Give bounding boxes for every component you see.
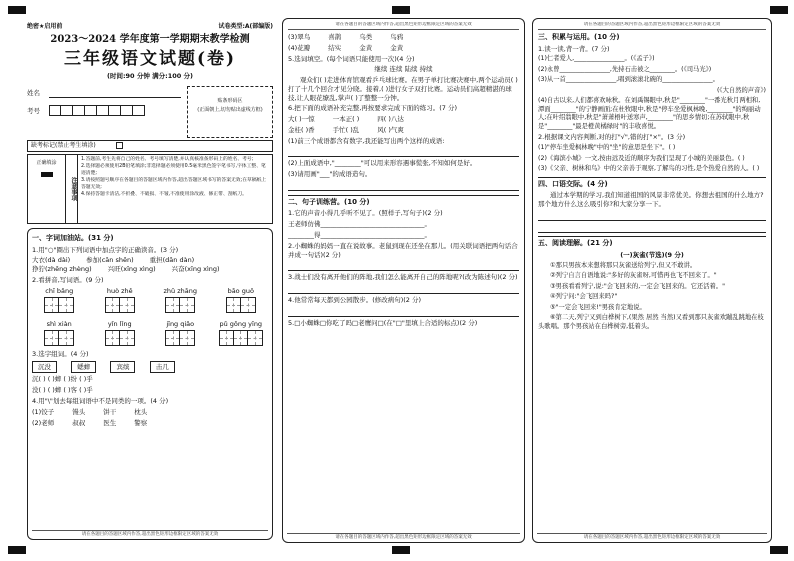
question-2: 2.看拼音,写词语。(9 分): [32, 276, 104, 285]
writing-boxes[interactable]: [226, 297, 256, 313]
question-3: 3.选字组词。(4 分): [32, 349, 89, 358]
rule-item: 1.答题前,考生先将自己的姓名、考号填写清楚,并认真核准条形码上的姓名、考号;: [81, 157, 254, 163]
sentence-q1: 1.它的声音小得几乎听不见了。(照样子,写句子)(2 分): [288, 209, 443, 218]
recite-q1: 1.读一读,背一背。(7 分): [538, 44, 610, 53]
absence-box[interactable]: [116, 142, 123, 149]
pinyin-grid: [32, 287, 268, 348]
q4-option[interactable]: 医生: [103, 418, 117, 427]
q6-row-1: [288, 115, 519, 124]
exam-subtitle: 2023～2024 学年度第一学期期末教学检测: [50, 34, 250, 46]
answer-line[interactable]: [288, 261, 519, 271]
pinyin-item: [93, 287, 148, 315]
question-6: 6.把下面的成语补充完整,再按要求完成下面的练习。(7 分): [288, 104, 458, 113]
top-note: 请在各题目的答题区域内作答,超出黑色矩形边框限定区域的答案无效: [538, 22, 766, 30]
judge-q2: 2.根据课文内容判断,对的打"√",错的打"×"。(3 分): [538, 133, 686, 142]
answer-line[interactable]: [538, 211, 766, 221]
id-boxes[interactable]: [49, 105, 145, 116]
barcode-area: [187, 86, 273, 138]
answer-line[interactable]: [288, 181, 519, 191]
pinyin-item: [153, 320, 208, 348]
registration-marker: [392, 6, 410, 14]
q1-item[interactable]: 重担(dān dàn): [149, 255, 195, 264]
answer-sheet-column-2: [282, 18, 525, 543]
q4-option[interactable]: (1)饺子: [32, 407, 55, 416]
fill-sample-mark: [41, 172, 53, 177]
reading-paragraph: ①那只男孩本来想将那只灰雀送给列宁,但又不敢讲。: [550, 261, 697, 269]
q4-option[interactable]: (4)花瓣: [288, 43, 311, 52]
answer-line[interactable]: [288, 307, 519, 317]
secret-label: 绝密★启用前: [27, 23, 63, 30]
q4-option[interactable]: 叔叔: [72, 418, 86, 427]
footnote: 请在各题目的答题区域内作答,超出黑色矩形边框限定区域的答案无效: [537, 533, 767, 541]
q1-item[interactable]: 兴旺(xīng xìng): [107, 265, 156, 274]
section-4-title: 四、口语交际。(4 分): [538, 177, 766, 189]
q6-part-3: (3)请用画"___"的成语造句。: [288, 170, 372, 179]
reading-paragraph: ②列宁自言自语地说:"多好的灰雀呀,可惜再也飞不回来了。": [550, 272, 717, 280]
answer-sheet-column-1: [25, 18, 275, 543]
registration-marker: [770, 546, 788, 554]
q4-option[interactable]: 喜鹊: [328, 33, 342, 42]
idiom-item[interactable]: 四( )八达: [377, 115, 404, 124]
notice-box: [27, 154, 273, 224]
absence-mark[interactable]: [27, 140, 273, 152]
q4-option[interactable]: 鸟鸦: [390, 33, 404, 42]
sentence-q1-example[interactable]: 王老师仿佛________________________________。: [288, 220, 431, 229]
footnote: 请在各题目的答题区域内作答,超出黑色矩形边框限定区域的答案无效: [287, 533, 520, 541]
section-3-title: 三、积累与运用。(10 分): [538, 33, 620, 42]
pinyin-item: [32, 287, 87, 315]
rule-item: 4.保持答题卡清洁,不折叠、不破损、不皱,不准使用涂改液、修正带、刮纸刀。: [81, 192, 247, 198]
barcode-note: (正面朝上,切勿贴出虚线方框): [197, 107, 263, 114]
q4-row-4: [288, 44, 519, 53]
pinyin-label: pǔ gōng yīng: [219, 320, 263, 329]
sentence-q1-example-2[interactable]: ________得________________________________。: [288, 230, 431, 239]
footnote: 请在各题目的答题区域内作答,超出黑色矩形边框限定区域的答案无效: [32, 530, 268, 538]
notice-title: 注意事项: [66, 155, 78, 223]
judge-item[interactable]: (1)"停车坐爱枫林晚"中的"坐"的意思是坐下"。( ): [538, 144, 676, 152]
id-label: 考号: [27, 107, 40, 116]
pinyin-label: yǐn lǐng: [107, 320, 132, 329]
q4-row-3: [288, 33, 519, 42]
q4-option[interactable]: 乌类: [359, 33, 373, 42]
fill-sample-label: 正确填涂: [36, 160, 57, 167]
q1-item[interactable]: 大衣(dà dài): [32, 255, 71, 264]
q1-item[interactable]: 参加(cān shēn): [86, 255, 134, 264]
sentence-q5[interactable]: 5.□小蜘蛛□你吃了吗□老鹰问□(在"□"里填上合适的标点)(2 分): [288, 318, 478, 327]
word-pair: 沉没: [32, 361, 57, 374]
idiom-item[interactable]: 大( )一惊: [288, 115, 315, 124]
q5-word-bank: 继续 连续 陆续 持续: [374, 65, 433, 74]
q4-option[interactable]: (2)老师: [32, 418, 55, 427]
top-note: 请在各题目的答题区域内作答,超出黑色矩形边框限定区域的答案无效: [288, 22, 519, 30]
idiom-item[interactable]: 风( )气爽: [377, 125, 404, 134]
writing-boxes[interactable]: [165, 330, 195, 346]
q4-option[interactable]: 警察: [134, 418, 148, 427]
registration-marker: [770, 6, 788, 14]
q6-part-2: (2)上面成语中,"________"可以用来形容遇事慌张,不知如何是好。: [288, 159, 477, 168]
pinyin-label: huò zhě: [106, 286, 133, 295]
q4-option[interactable]: 金黄: [390, 43, 404, 52]
answer-sheet-column-3: [532, 18, 772, 543]
idiom-item[interactable]: 金桂( )香: [288, 125, 315, 134]
q1-item[interactable]: 狰狞(zhēng zhèng): [32, 265, 92, 274]
section-1-title: 一、字词加油站。(31 分): [32, 234, 114, 243]
q1-item[interactable]: 兴奋(xīng xìng): [171, 265, 220, 274]
idiom-item[interactable]: 一本正( ): [332, 115, 360, 124]
section-1-box: [27, 228, 273, 540]
recite-item[interactable]: (4)自古以来,人们都喜欢咏秋。在刘禹锡眼中,秋是"________"一番光秋月两相和,潭面________"的宁静画面;在杜牧眼中,秋是"停车坐爱枫林晚,________"的绚丽动人;在叶绍翁眼中,秋是"萧萧梧叶送寒声,________"的思乡情切;在苏轼眼中,秋是"________"最是橙黄橘绿时"的丰收喜悦。: [538, 97, 761, 130]
pinyin-item: [214, 287, 269, 315]
reading-paragraph: ④列宁问:"会飞回来吗?": [550, 293, 618, 301]
q4-row-1: [32, 408, 268, 417]
answer-line[interactable]: [288, 147, 519, 157]
exam-title: 三年级语文试题(卷): [63, 48, 237, 69]
name-label: 姓名: [27, 89, 40, 98]
pinyin-item: [214, 320, 269, 348]
reading-title: (一)灰雀(节选)(9 分): [620, 250, 684, 259]
q6-row-2: [288, 126, 519, 135]
rule-item: 2.选择题必须使用2B铅笔填涂;非选择题必须使用0.5毫米黑色签字笔书写,字体工整、笔迹清楚;: [81, 164, 266, 177]
word-pair: 宾缤: [110, 361, 135, 374]
pinyin-label: zhǔ zhāng: [163, 286, 197, 295]
question-5: 5.选词填空。(每个词语只能使用一次)(4 分): [288, 54, 415, 63]
recite-item[interactable]: (3)从一首________________,唱到滚滚北碗的________________。: [538, 76, 719, 84]
writing-boxes[interactable]: [44, 297, 74, 313]
recite-item[interactable]: (1)仁者爱人,________________。(《孟子》): [538, 55, 655, 63]
writing-boxes[interactable]: [105, 330, 135, 346]
pinyin-label: bāo guǒ: [227, 286, 254, 295]
reading-paragraph: ③男孩看看列宁,说:"会飞回来的,一定会飞回来的。它还活着。": [550, 282, 725, 290]
q4-option[interactable]: 金黄: [359, 43, 373, 52]
fill-sample: [28, 155, 66, 223]
name-field[interactable]: [49, 90, 181, 98]
writing-boxes[interactable]: [105, 297, 135, 313]
section-5-title: 五、阅读理解。(21 分): [538, 236, 766, 248]
rule-item: 3.请按照题号顺序在各题目的答题区域内作答,超出答题区域书写的答案无效;在草稿纸上答题无效;: [81, 178, 267, 191]
pinyin-item: [153, 287, 208, 315]
pinyin-label: chī bǎng: [45, 286, 74, 295]
reading-paragraph: ⑤"一定会飞回来!"男孩肯定地说。: [550, 303, 646, 311]
q4-option[interactable]: (3)翠鸟: [288, 33, 311, 42]
word-pair: 击几: [150, 361, 175, 374]
barcode-label: 贴条形码区: [217, 98, 243, 105]
section-2-title: 二、句子训练营。(10 分): [288, 195, 519, 207]
writing-boxes[interactable]: [219, 330, 263, 346]
q1-row-1: [32, 256, 268, 265]
q4-option[interactable]: 馒头: [72, 407, 86, 416]
q6-part-1: (1)前三个成语都含有数字,我还能写出两个这样的成语:: [288, 136, 445, 145]
writing-boxes[interactable]: [44, 330, 74, 346]
notice-rules: [78, 155, 272, 223]
q4-option[interactable]: 枕头: [134, 407, 148, 416]
header-line: [27, 23, 273, 31]
q1-row-2: [32, 265, 268, 274]
registration-marker: [8, 6, 26, 14]
pinyin-item: [32, 320, 87, 348]
writing-boxes[interactable]: [165, 297, 195, 313]
student-info: [27, 86, 273, 138]
pinyin-item: [93, 320, 148, 348]
sentence-q4: 4.他常常每天都到公园散步。(修改病句)(2 分): [288, 296, 422, 305]
q3-row[interactable]: 沉( ) ( )蟀 ( )纷 ( )乎: [32, 375, 93, 384]
q5-passage[interactable]: 观众们( )走进体育馆观看乒乓球比赛。在男子单打比赛决赛中,两个运动员( )打了十几个回合才见分晓。接着,( )进行女子双打比赛。运动员们高超精湛的球技,让人眼花缭乱,掌声( )了整整一分钟。: [288, 76, 518, 102]
exam-time: (时间:90 分钟 满分:100 分): [106, 71, 194, 80]
judge-item[interactable]: (3)《父亲、树林和鸟》中的父亲善于观察,了解鸟的习性,是个热爱自然的人。( ): [538, 165, 760, 173]
pinyin-label: jīng qiǎo: [166, 320, 195, 329]
q3-words: [32, 361, 268, 374]
idiom-item[interactable]: 手忙( )乱: [332, 125, 360, 134]
reading-paragraph: ⑥第二天,列宁又到白桦树下,(果然 居然 当然)又看到那只灰雀欢蹦乱跳地在枝头歌唱。那个男孩站在白桦树旁,低着头。: [538, 314, 764, 330]
q3-row[interactable]: 没( ) ( )蟀 ( )客 ( )乎: [32, 386, 93, 395]
sentence-q3: 3.战士们没有离开他们的阵地,我们怎么能离开自己的阵地呢?(改为陈述句)(2 分): [288, 273, 518, 282]
paper-type: 试卷类型:A(部编版): [218, 23, 273, 30]
answer-line[interactable]: [288, 284, 519, 294]
registration-marker: [392, 546, 410, 554]
question-1: 1.用"○"圈出下列词语中加点字的正确读音。(3 分): [32, 245, 179, 254]
q4-option[interactable]: 饼干: [103, 407, 117, 416]
recite-item[interactable]: (2)永曾________________,先持石击被之________。(《司马光》): [538, 65, 712, 73]
sentence-q2: 2.小蜘蛛的妈妈一直在说故事。老鼠到现在还坐在那儿。(用关联词语把两句话合并成一句话)(2 分): [288, 241, 518, 259]
q4-option[interactable]: 结实: [328, 43, 342, 52]
absence-label: 缺考标记(禁止考生填涂): [31, 142, 96, 150]
pinyin-label: shì xiàn: [46, 320, 72, 329]
word-pair: 蟋蟀: [71, 361, 96, 374]
oral-prompt: 通过本学期的学习,我们知道祖国的风景非常优美。你想去祖国的什么地方?那个地方什么这么吸引你?和大家分享一下。: [538, 190, 764, 208]
question-4: 4.用"\"划去每组词语中不是同类的一项。(4 分): [32, 397, 169, 406]
recite-source: (《大自然的声音》): [717, 86, 766, 94]
answer-line[interactable]: [538, 223, 766, 233]
registration-marker: [8, 546, 26, 554]
q4-row-2: [32, 419, 268, 428]
judge-item[interactable]: (2)《海滨小城》一文,按由远及近的顺序为我们呈现了小城的美丽景色。( ): [538, 154, 745, 162]
